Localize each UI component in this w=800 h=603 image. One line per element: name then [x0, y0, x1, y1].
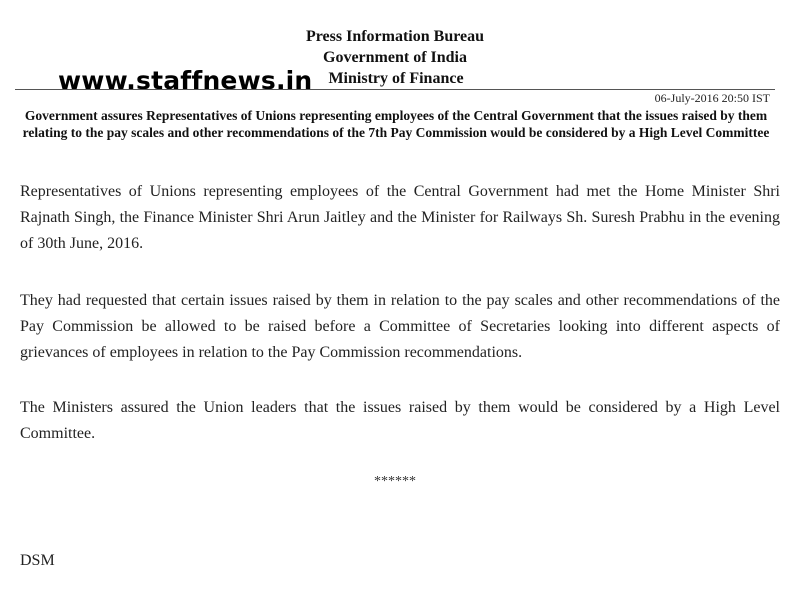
body-paragraph-2: They had requested that certain issues raised by them in relation to the pay scales and other recommendations of the Pay Commission be allowed to be raised before a Committee of Secretaries looking into different aspects of grievances of employees in relation to the Pay Commission recommendations.: [20, 292, 780, 361]
body-paragraph-1: Representatives of Unions representing employees of the Central Government had met the Home Minister Shri Rajnath Singh, the Finance Minister Shri Arun Jaitley and the Minister for Railways Sh. Suresh Prabhu in the evening of 30th June, 2016.: [20, 183, 780, 252]
header-divider: [15, 89, 775, 90]
release-timestamp: 06-July-2016 20:50 IST: [654, 91, 770, 105]
section-separator: ******: [374, 474, 416, 489]
body-paragraph-3: The Ministers assured the Union leaders that the issues raised by them would be considered by a High Level Committee.: [20, 399, 780, 442]
government-name: Government of India: [323, 49, 467, 66]
signature-initials: DSM: [20, 552, 55, 569]
ministry-name: Ministry of Finance: [328, 70, 464, 87]
site-watermark: www.staffnews.in: [58, 66, 313, 95]
bureau-name: Press Information Bureau: [305, 28, 485, 45]
release-subject: Government assures Representatives of Unions representing employees of the Central Government that the issues raised by them relating to the pay scales and other recommendations of the 7th Pay Commission would be considered by a High Level Committee: [22, 108, 770, 140]
